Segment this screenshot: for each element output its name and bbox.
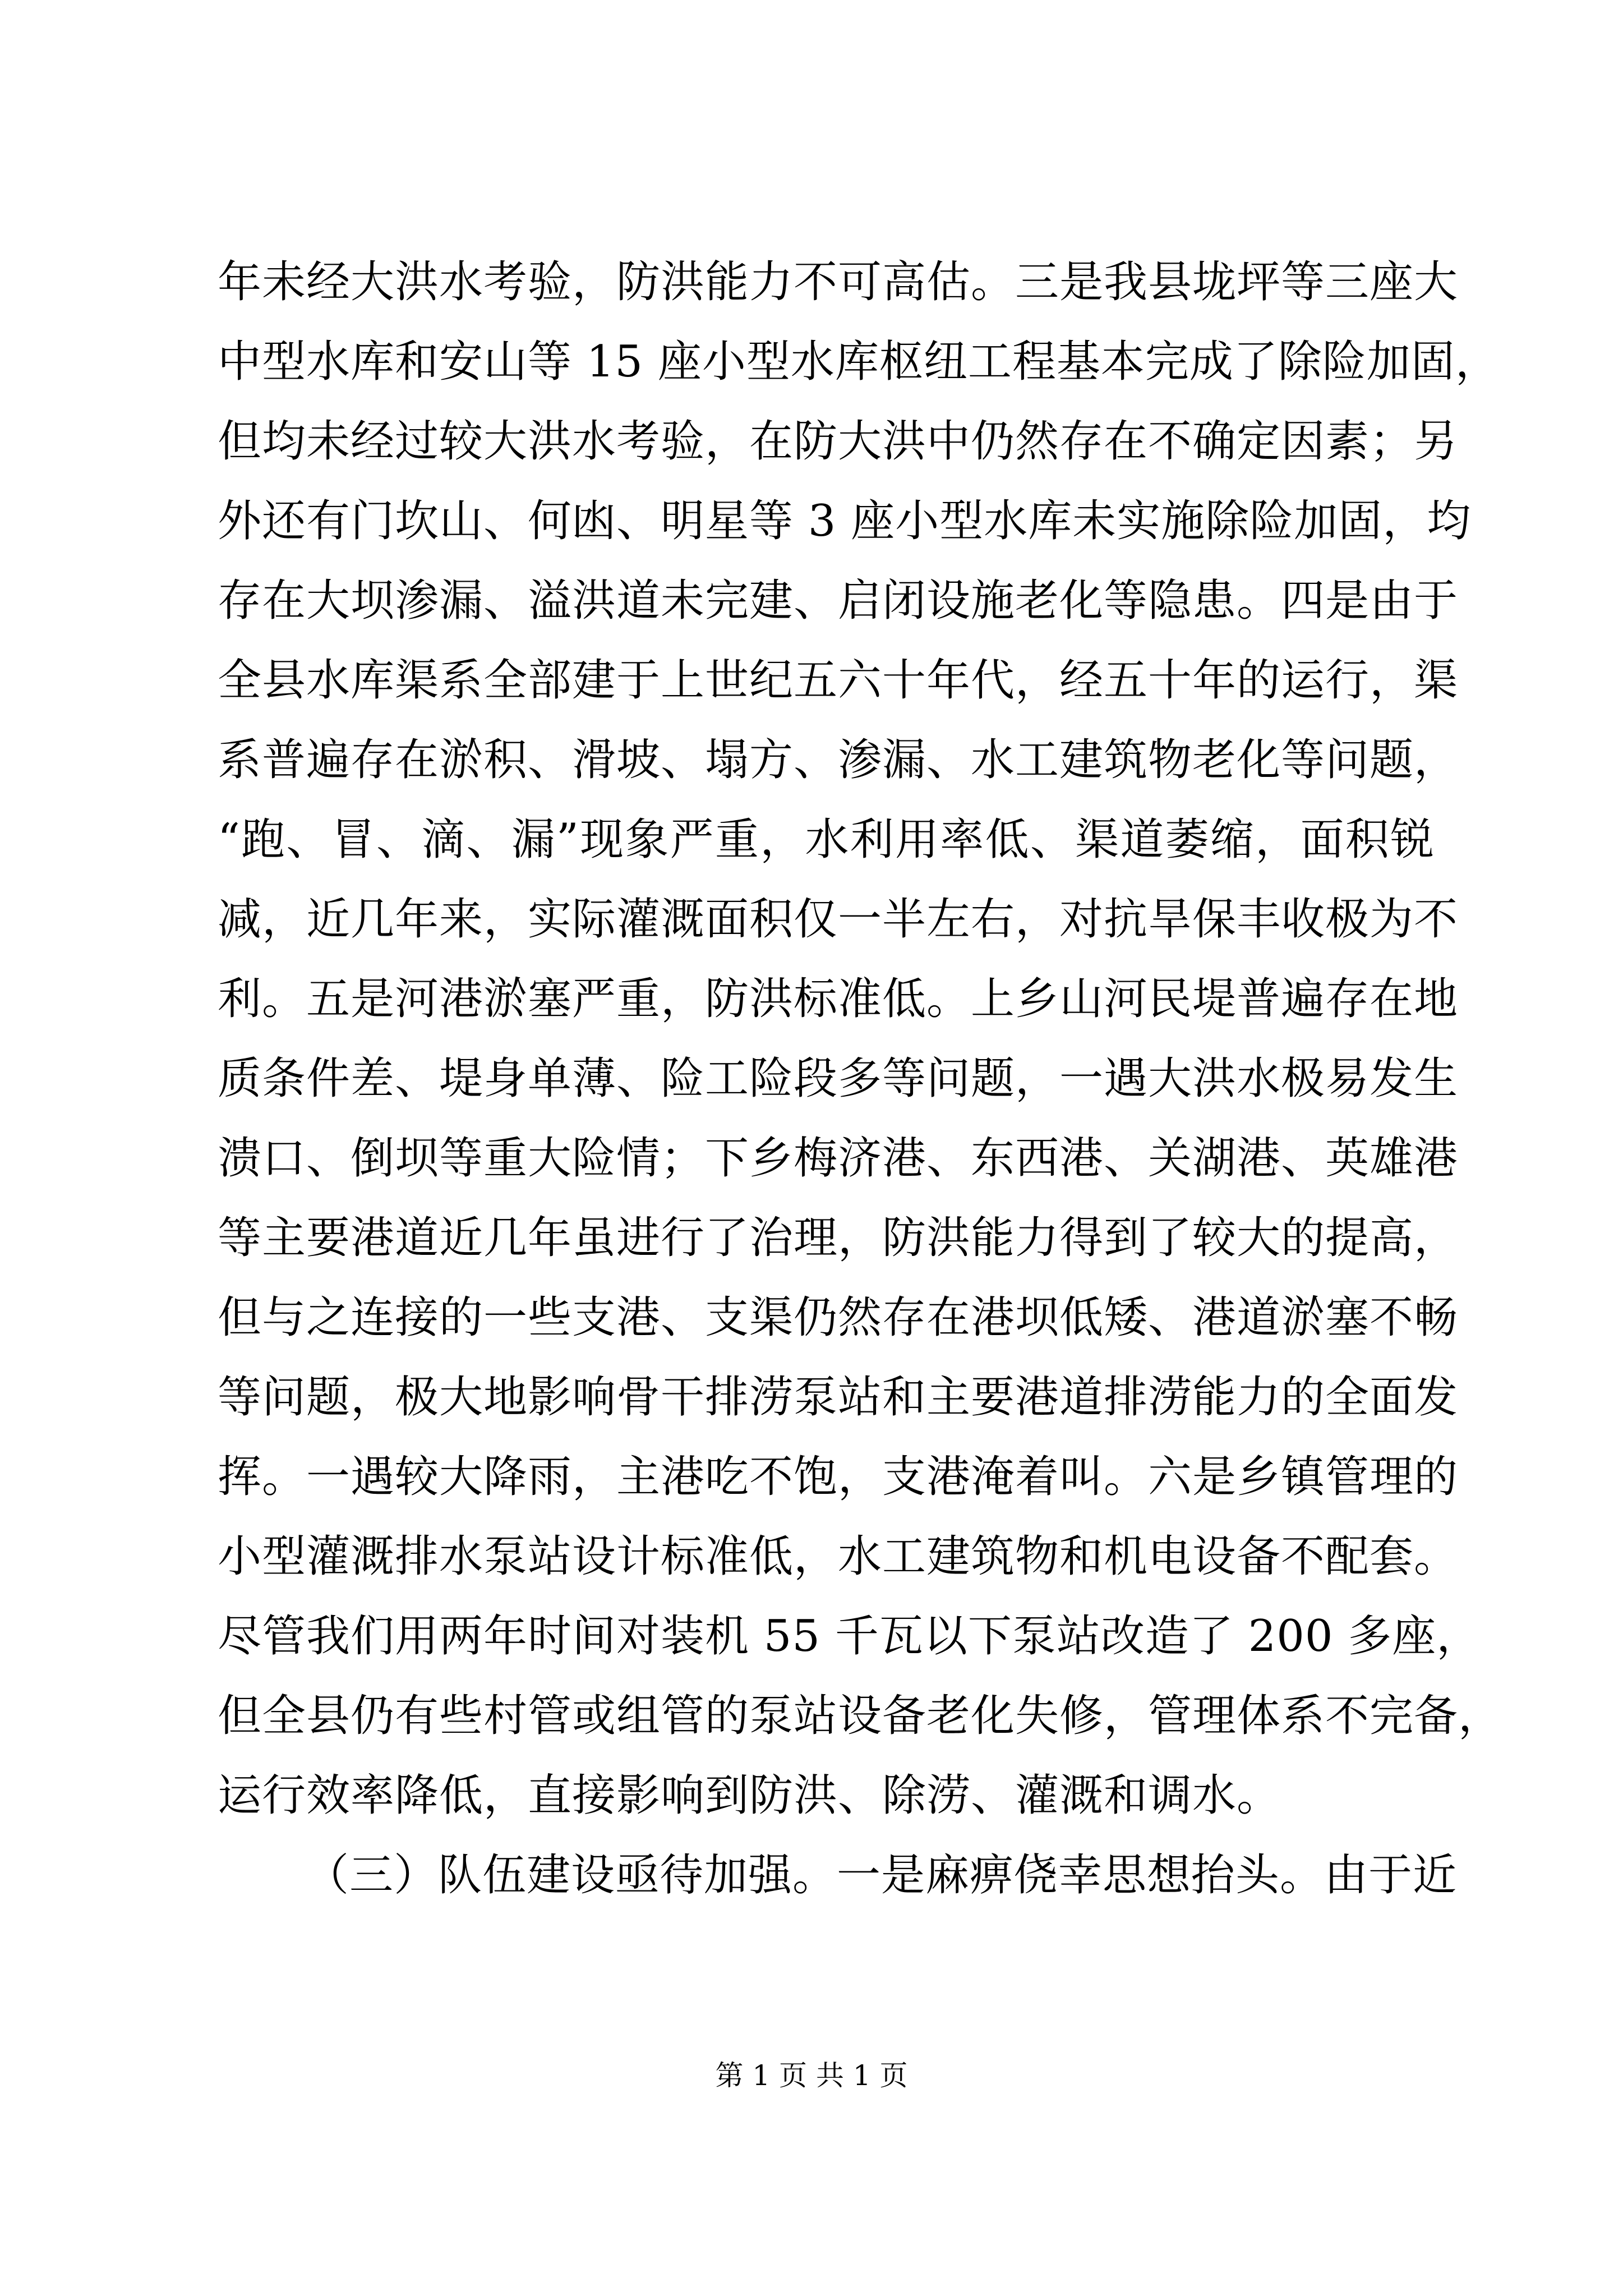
page-number-label: 第 1 页 共 1 页 [715, 2059, 908, 2092]
text-line: 利。五是河港淤塞严重，防洪标准低。上乡山河民堤普遍存在地 [218, 974, 1459, 1024]
text-line: 外还有门坎山、何凼、明星等 3 座小型水库未实施除险加固，均 [218, 496, 1472, 546]
body-text [218, 242, 1503, 1915]
text-line: 小型灌溉排水泵站设计标准低，水工建筑物和机电设备不配套。 [218, 1531, 1459, 1582]
text-line: 全县水库渠系全部建于上世纪五六十年代，经五十年的运行，渠 [218, 655, 1459, 706]
text-line: “跑、冒、滴、漏”现象严重，水利用率低、渠道萎缩，面积锐 [218, 815, 1435, 865]
text-line: 尽管我们用两年时间对装机 55 千瓦以下泵站改造了 200 多座， [218, 1611, 1481, 1662]
page-footer [0, 2059, 1623, 2092]
text-line: 年未经大洪水考验，防洪能力不可高估。三是我县垅坪等三座大 [218, 257, 1459, 307]
text-line: 溃口、倒坝等重大险情；下乡梅济港、东西港、关湖港、英雄港 [218, 1133, 1459, 1184]
text-line: 但与之连接的一些支港、支渠仍然存在港坝低矮、港道淤塞不畅 [218, 1292, 1459, 1343]
text-line: 但全县仍有些村管或组管的泵站设备老化失修，管理体系不完备， [218, 1691, 1503, 1741]
text-line: 但均未经过较大洪水考验，在防大洪中仍然存在不确定因素；另 [218, 416, 1459, 467]
text-line: 挥。一遇较大降雨，主港吃不饱，支港淹着叫。六是乡镇管理的 [218, 1452, 1459, 1502]
text-line: 中型水库和安山等 15 座小型水库枢纽工程基本完成了除险加固， [218, 337, 1500, 387]
text-line: 运行效率降低，直接影响到防洪、除涝、灌溉和调水。 [218, 1770, 1281, 1821]
section-heading-line: （三）队伍建设亟待加强。一是麻痹侥幸思想抬头。由于近 [305, 1850, 1458, 1901]
text-line: 系普遍存在淤积、滑坡、塌方、渗漏、水工建筑物老化等问题， [218, 735, 1459, 785]
text-line: 质条件差、堤身单薄、险工险段多等问题，一遇大洪水极易发生 [218, 1053, 1459, 1104]
text-line: 存在大坝渗漏、溢洪道未完建、启闭设施老化等隐患。四是由于 [218, 576, 1459, 626]
text-line: 等主要港道近几年虽进行了治理，防洪能力得到了较大的提高， [218, 1213, 1459, 1263]
text-line: 减，近几年来，实际灌溉面积仅一半左右，对抗旱保丰收极为不 [218, 894, 1459, 945]
text-line: 等问题，极大地影响骨干排涝泵站和主要港道排涝能力的全面发 [218, 1372, 1459, 1423]
